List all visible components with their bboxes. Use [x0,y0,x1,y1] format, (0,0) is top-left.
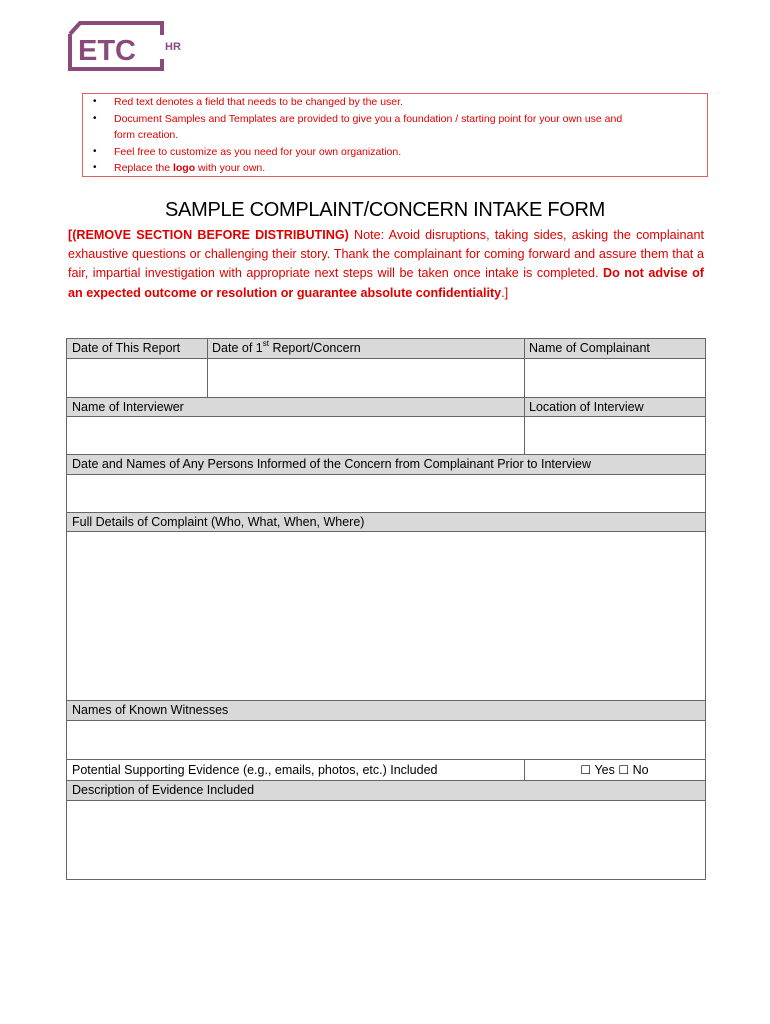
evidence-description-field[interactable] [67,801,705,879]
column-divider [524,759,525,780]
persons-informed-label: Date and Names of Any Persons Informed of the Concern from Complainant Prior to Interview [67,454,705,475]
evidence-included-label: Potential Supporting Evidence (e.g., emails, photos, etc.) Included [67,759,524,779]
intake-form-table [66,338,706,880]
date-first-report-label: Date of 1st Report/Concern [207,339,524,359]
no-checkbox[interactable]: ☐ [618,763,630,777]
logo-main-text: ETC [78,35,136,67]
location-interview-label: Location of Interview [524,397,705,417]
bullet-icon: • [93,162,97,173]
full-details-label: Full Details of Complaint (Who, What, When, Where) [67,512,705,532]
page-title: SAMPLE COMPLAINT/CONCERN INTAKE FORM [165,199,605,221]
persons-informed-field[interactable] [67,475,705,512]
bullet-icon: • [93,96,97,107]
intro-paragraph: [(REMOVE SECTION BEFORE DISTRIBUTING) Note: Avoid disruptions, taking sides, asking the complainant exhaustive questions or challenging their story. Thank the complainant for coming forward and assure them that a fair, impartial investigation with appropriate next steps will be taken once intake is completed. Do not advise of an expected outcome or resolution or guarantee absolute confidentiality.] [68,228,704,300]
full-details-field[interactable] [67,532,705,700]
yes-checkbox[interactable]: ☐ [580,763,592,777]
instructions-box [82,93,708,177]
no-label: No [632,763,649,777]
bullet-icon: • [93,145,97,157]
name-complainant-label: Name of Complainant [524,339,705,359]
date-of-report-field[interactable] [67,359,207,398]
instruction-item: • Feel free to customize as you need for your own organization. [83,144,707,161]
instruction-item: • Replace the logo with your own. [83,160,707,177]
location-interview-field[interactable] [524,417,705,455]
witnesses-field[interactable] [67,721,705,759]
column-divider [524,339,525,455]
instruction-item: • Red text denotes a field that needs to be changed by the user. [83,94,707,111]
name-interviewer-field[interactable] [67,417,524,455]
date-first-report-field[interactable] [207,359,524,398]
column-divider [207,339,208,397]
confidentiality-warning: Do not advise of an expected outcome or resolution or guarantee absolute confidentiality [68,266,704,300]
company-logo [66,20,186,72]
date-of-report-label: Date of This Report [67,339,207,359]
name-complainant-field[interactable] [524,359,705,398]
bullet-icon: • [93,112,97,124]
evidence-yes-no [524,759,705,779]
evidence-description-label: Description of Evidence Included [67,780,705,801]
witnesses-label: Names of Known Witnesses [67,700,705,721]
logo-sub-text: HR [165,41,181,53]
name-interviewer-label: Name of Interviewer [67,397,524,417]
instruction-item: • Document Samples and Templates are provided to give you a foundation / starting point for your own use and [83,111,707,128]
yes-label: Yes [594,763,615,777]
instruction-item-continuation: form creation. [114,129,179,141]
intro-note: Note: Avoid disruptions, taking sides, asking the complainant exhaustive questions or challenging their story. Thank the complainant for coming forward and assure them that a fair, impartial investigation with appropriate next steps will be taken once intake is completed. [68,228,704,281]
remove-section-label: [(REMOVE SECTION BEFORE DISTRIBUTING) [68,228,349,242]
instructions-list [83,94,707,177]
